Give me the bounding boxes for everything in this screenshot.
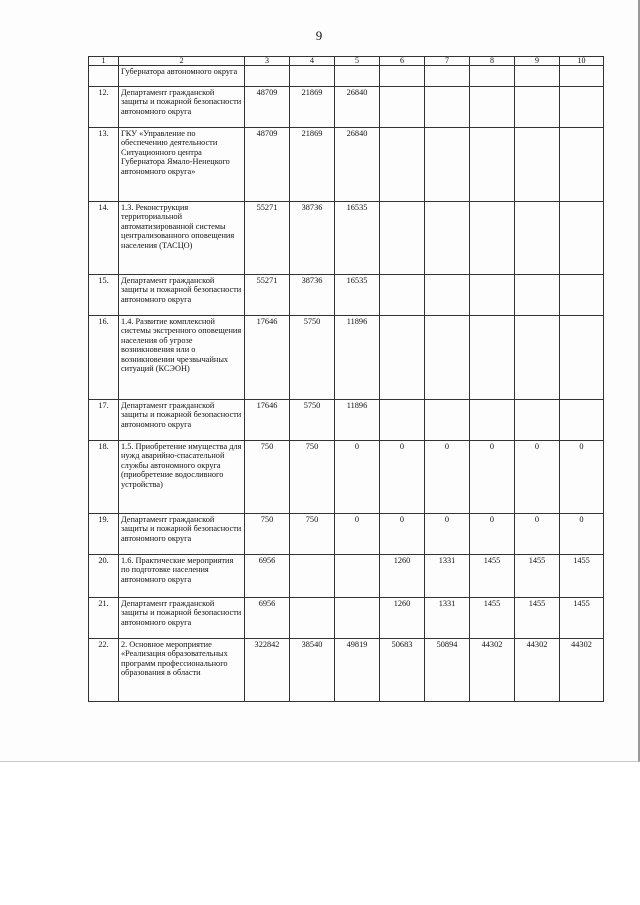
- cell-col3: 55271: [245, 202, 290, 275]
- column-header: 2: [119, 57, 245, 66]
- row-name: Департамент гражданской защиты и пожарной безопасности автономного округа: [119, 87, 245, 128]
- table-row: [89, 202, 604, 275]
- row-number: [89, 66, 119, 87]
- cell-col4: 750: [290, 441, 335, 514]
- budget-table: [88, 56, 604, 702]
- cell-col10: 1455: [560, 598, 604, 639]
- cell-col3: 750: [245, 441, 290, 514]
- cell-col8: [470, 316, 515, 400]
- row-number: 19.: [89, 514, 119, 555]
- cell-col5: 11896: [335, 400, 380, 441]
- cell-col5: 11896: [335, 316, 380, 400]
- table-row: [89, 441, 604, 514]
- cell-col10: [560, 316, 604, 400]
- row-name: 1.4. Развитие комплексной системы экстренного оповещения населения об угрозе возникновения или о возникновении чрезвычайных ситуаций (КСЭОН): [119, 316, 245, 400]
- cell-col8: [470, 87, 515, 128]
- cell-col10: 0: [560, 514, 604, 555]
- cell-col9: 0: [515, 441, 560, 514]
- cell-col7: [425, 128, 470, 202]
- table-row: [89, 316, 604, 400]
- row-name: Департамент гражданской защиты и пожарной безопасности автономного округа: [119, 514, 245, 555]
- cell-col8: 44302: [470, 639, 515, 702]
- column-header: 6: [380, 57, 425, 66]
- cell-col9: [515, 87, 560, 128]
- cell-col5: [335, 598, 380, 639]
- cell-col8: 1455: [470, 598, 515, 639]
- column-header: 9: [515, 57, 560, 66]
- cell-col9: [515, 400, 560, 441]
- cell-col8: [470, 275, 515, 316]
- cell-col5: 49819: [335, 639, 380, 702]
- table-row: [89, 66, 604, 87]
- cell-col5: 0: [335, 514, 380, 555]
- cell-col7: 50894: [425, 639, 470, 702]
- cell-col6: 50683: [380, 639, 425, 702]
- cell-col3: 48709: [245, 87, 290, 128]
- cell-col3: 17646: [245, 400, 290, 441]
- row-name: Департамент гражданской защиты и пожарной безопасности автономного округа: [119, 275, 245, 316]
- cell-col10: [560, 66, 604, 87]
- cell-col3: 17646: [245, 316, 290, 400]
- row-number: 14.: [89, 202, 119, 275]
- cell-col7: [425, 316, 470, 400]
- cell-col9: 44302: [515, 639, 560, 702]
- cell-col6: [380, 316, 425, 400]
- cell-col3: [245, 66, 290, 87]
- table-row: [89, 87, 604, 128]
- cell-col8: [470, 400, 515, 441]
- cell-col9: 1455: [515, 598, 560, 639]
- cell-col5: [335, 555, 380, 598]
- cell-col4: 21869: [290, 128, 335, 202]
- cell-col10: 0: [560, 441, 604, 514]
- cell-col10: [560, 202, 604, 275]
- cell-col5: 16535: [335, 275, 380, 316]
- cell-col5: [335, 66, 380, 87]
- cell-col7: [425, 400, 470, 441]
- cell-col9: [515, 202, 560, 275]
- table-row: [89, 555, 604, 598]
- row-name: Губернатора автономного округа: [119, 66, 245, 87]
- row-number: 13.: [89, 128, 119, 202]
- cell-col7: [425, 87, 470, 128]
- cell-col4: 38736: [290, 275, 335, 316]
- cell-col6: [380, 66, 425, 87]
- table-header-row: [89, 57, 604, 66]
- cell-col7: 0: [425, 514, 470, 555]
- cell-col4: 5750: [290, 400, 335, 441]
- row-name: 1.5. Приобретение имущества для нужд аварийно-спасательной службы автономного округа (приобретение водосливного устройства): [119, 441, 245, 514]
- row-number: 15.: [89, 275, 119, 316]
- cell-col8: 1455: [470, 555, 515, 598]
- cell-col8: 0: [470, 441, 515, 514]
- column-header: 10: [560, 57, 604, 66]
- table-row: [89, 598, 604, 639]
- cell-col7: [425, 66, 470, 87]
- cell-col10: [560, 400, 604, 441]
- cell-col8: [470, 128, 515, 202]
- cell-col4: 5750: [290, 316, 335, 400]
- cell-col10: 44302: [560, 639, 604, 702]
- cell-col4: 21869: [290, 87, 335, 128]
- cell-col5: 26840: [335, 87, 380, 128]
- column-header: 1: [89, 57, 119, 66]
- table-row: [89, 400, 604, 441]
- cell-col5: 16535: [335, 202, 380, 275]
- cell-col3: 6956: [245, 555, 290, 598]
- cell-col7: [425, 275, 470, 316]
- cell-col4: [290, 555, 335, 598]
- cell-col10: [560, 128, 604, 202]
- cell-col8: 0: [470, 514, 515, 555]
- row-name: 1.6. Практические мероприятия по подготовке населения автономного округа: [119, 555, 245, 598]
- table-row: [89, 514, 604, 555]
- cell-col5: 26840: [335, 128, 380, 202]
- row-number: 18.: [89, 441, 119, 514]
- cell-col7: 0: [425, 441, 470, 514]
- cell-col6: 1260: [380, 598, 425, 639]
- cell-col7: 1331: [425, 555, 470, 598]
- cell-col8: [470, 202, 515, 275]
- row-number: 16.: [89, 316, 119, 400]
- cell-col6: 0: [380, 514, 425, 555]
- column-header: 5: [335, 57, 380, 66]
- column-header: 7: [425, 57, 470, 66]
- cell-col6: [380, 400, 425, 441]
- cell-col9: 0: [515, 514, 560, 555]
- cell-col6: 0: [380, 441, 425, 514]
- row-number: 20.: [89, 555, 119, 598]
- cell-col10: 1455: [560, 555, 604, 598]
- row-name: Департамент гражданской защиты и пожарной безопасности автономного округа: [119, 400, 245, 441]
- row-number: 21.: [89, 598, 119, 639]
- row-number: 22.: [89, 639, 119, 702]
- cell-col4: 750: [290, 514, 335, 555]
- cell-col9: [515, 66, 560, 87]
- row-number: 12.: [89, 87, 119, 128]
- column-header: 8: [470, 57, 515, 66]
- cell-col3: 750: [245, 514, 290, 555]
- cell-col6: [380, 87, 425, 128]
- cell-col3: 48709: [245, 128, 290, 202]
- row-name: 1.3. Реконструкция территориальной автоматизированной системы централизованного оповещения населения (ТАСЦО): [119, 202, 245, 275]
- table-row: [89, 128, 604, 202]
- cell-col4: 38736: [290, 202, 335, 275]
- table-row: [89, 639, 604, 702]
- cell-col7: [425, 202, 470, 275]
- cell-col6: 1260: [380, 555, 425, 598]
- column-header: 4: [290, 57, 335, 66]
- cell-col9: [515, 316, 560, 400]
- cell-col10: [560, 275, 604, 316]
- cell-col10: [560, 87, 604, 128]
- row-number: 17.: [89, 400, 119, 441]
- cell-col9: [515, 128, 560, 202]
- cell-col3: 55271: [245, 275, 290, 316]
- cell-col6: [380, 275, 425, 316]
- cell-col6: [380, 128, 425, 202]
- cell-col7: 1331: [425, 598, 470, 639]
- cell-col5: 0: [335, 441, 380, 514]
- cell-col9: 1455: [515, 555, 560, 598]
- cell-col3: 322842: [245, 639, 290, 702]
- table-row: [89, 275, 604, 316]
- row-name: ГКУ «Управление по обеспечению деятельности Ситуационного центра Губернатора Ямало-Ненецкого автономного округа»: [119, 128, 245, 202]
- cell-col3: 6956: [245, 598, 290, 639]
- cell-col4: 38540: [290, 639, 335, 702]
- column-header: 3: [245, 57, 290, 66]
- cell-col8: [470, 66, 515, 87]
- cell-col4: [290, 598, 335, 639]
- cell-col9: [515, 275, 560, 316]
- row-name: 2. Основное мероприятие «Реализация образовательных программ профессионального образования в области: [119, 639, 245, 702]
- page-number: 9: [315, 28, 323, 43]
- cell-col4: [290, 66, 335, 87]
- cell-col6: [380, 202, 425, 275]
- row-name: Департамент гражданской защиты и пожарной безопасности автономного округа: [119, 598, 245, 639]
